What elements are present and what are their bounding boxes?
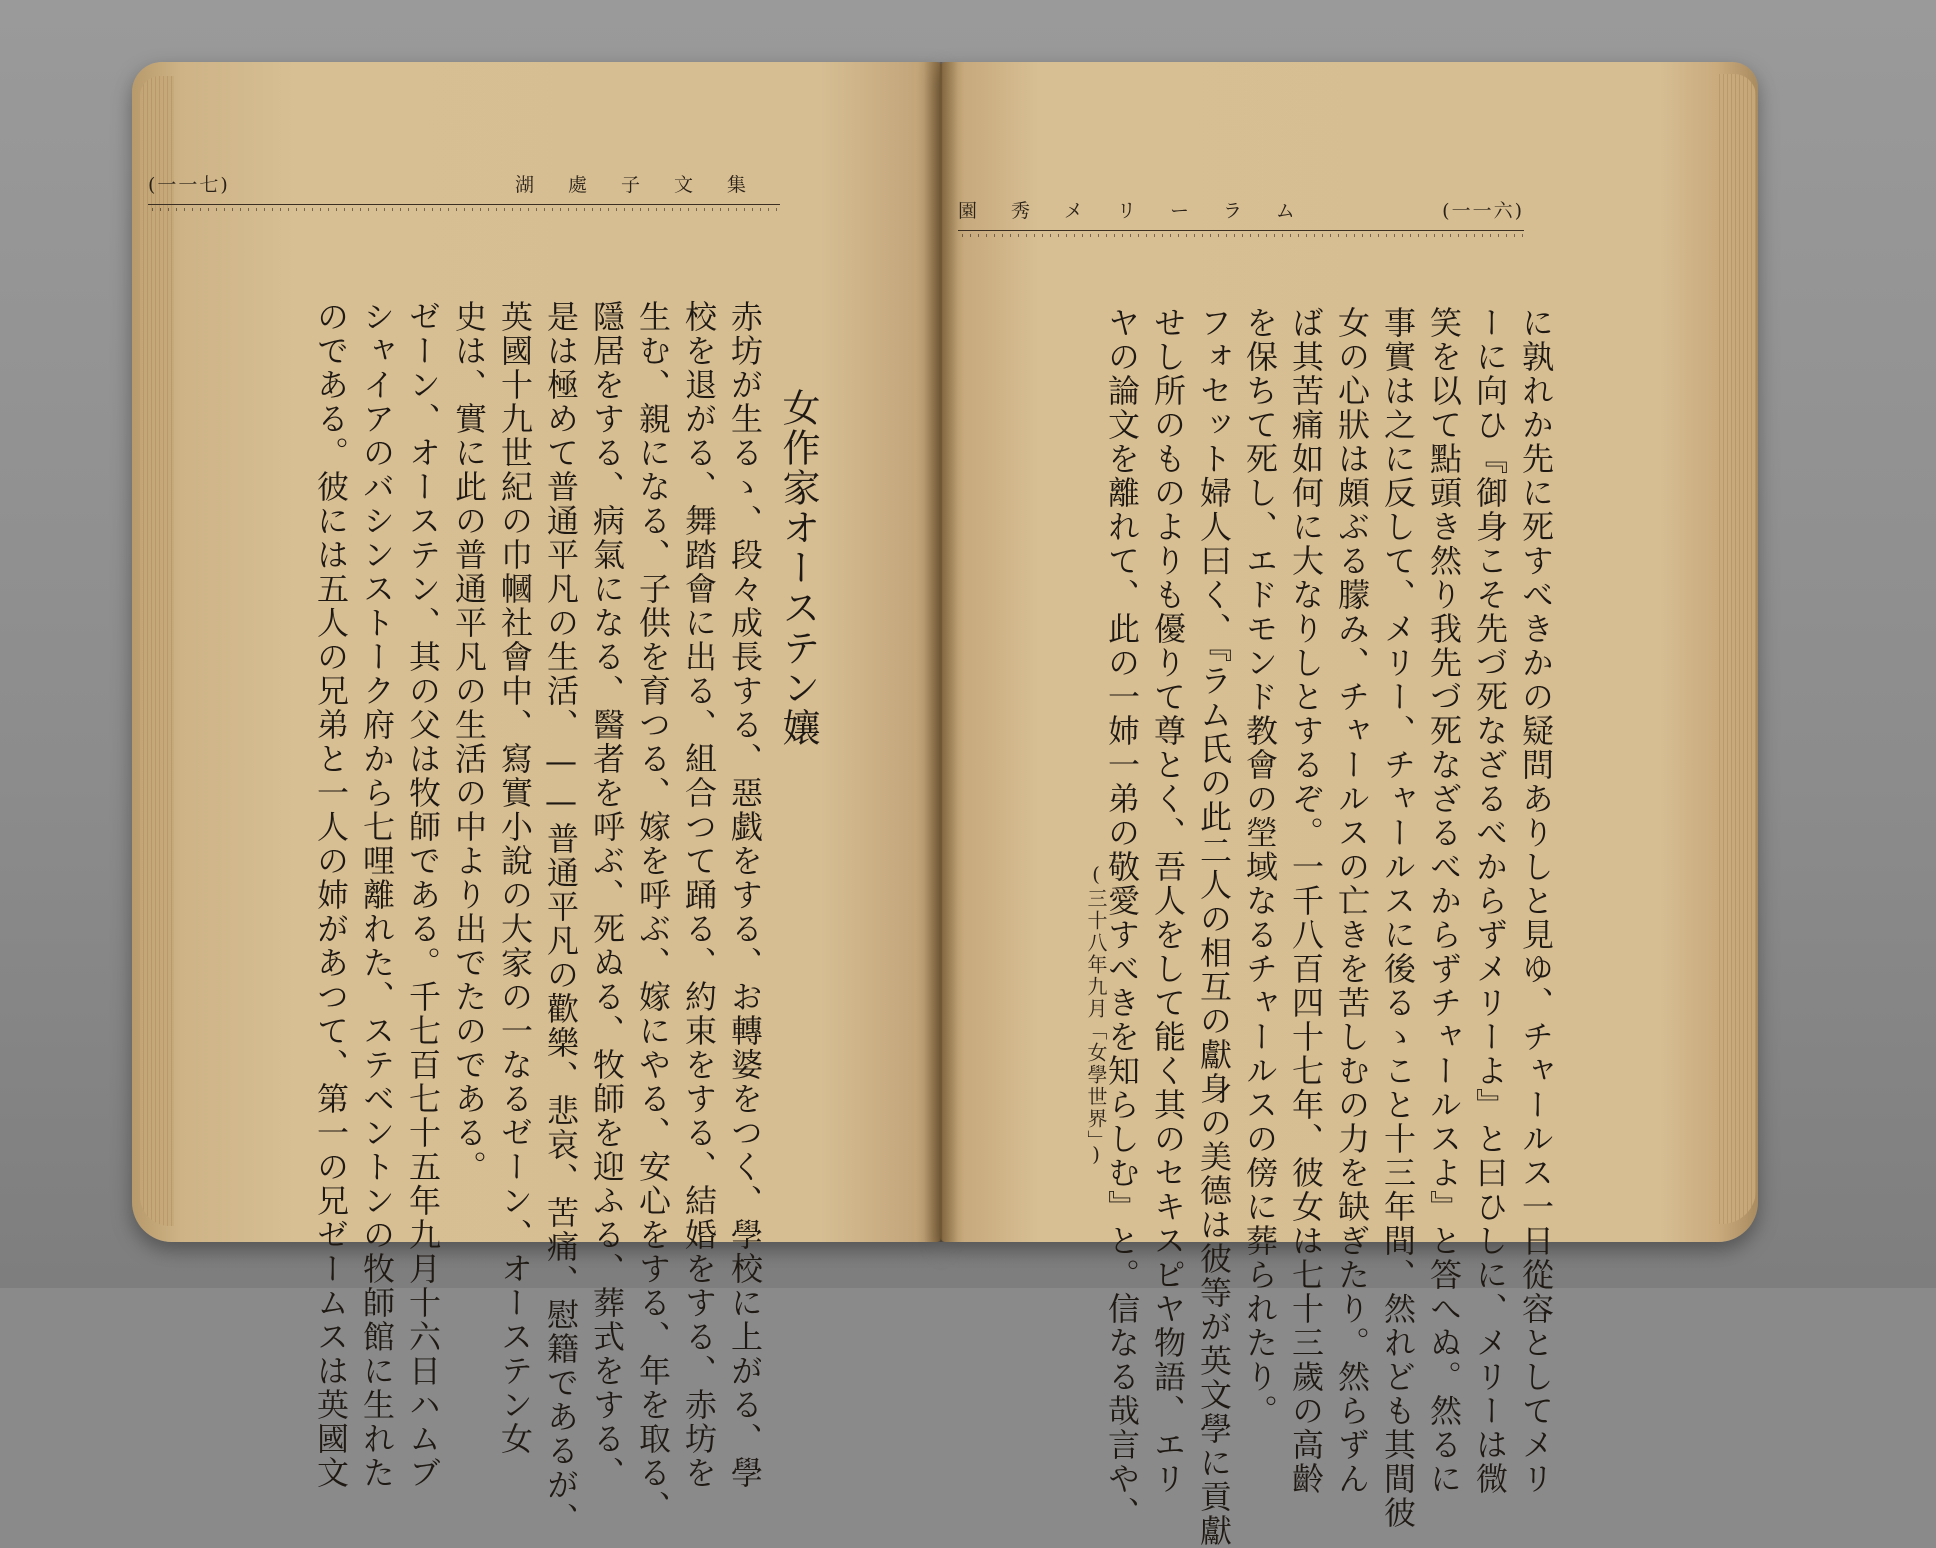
right-page-edges	[1716, 74, 1756, 1224]
right-text-column: ば其苦痛如何に大なりしとするぞ。一千八百四十七年、彼女は七十三歲の高齡	[1287, 306, 1325, 1496]
right-text-column: を保ちて死し、エドモンド教會の塋域なるチャールスの傍に葬られたり。	[1241, 306, 1279, 1428]
source-note: (三十八年九月「女學世界」)	[1084, 862, 1108, 1168]
left-text-column: 生む、親になる、子供を育つる、嫁を呼ぶ、嫁にやる、安心をする、年を取る、	[634, 300, 672, 1524]
left-text-column: 赤坊が生るゝ、段々成長する、惡戯をする、お轉婆をつく、學校に上がる、學	[726, 300, 764, 1490]
right-text-column: ヤの論文を離れて、此の一姉一弟の敬愛すべきを知らしむ』と。信なる哉言や、	[1103, 306, 1141, 1530]
right-text-column: フォセット婦人曰く、『ラム氏の此二人の相互の獻身の美德は彼等が英文學に貢獻	[1195, 306, 1233, 1548]
right-text-column: 事實は之に反して、メリー、チャールスに後るゝこと十三年間、然れども其間彼	[1379, 306, 1417, 1530]
book-gutter	[924, 62, 958, 1242]
right-text-column: せし所のものよりも優りて尊とく、吾人をして能く其のセキスピヤ物語、エリ	[1149, 306, 1187, 1496]
left-text-column: ゼーン、オーステン、其の父は牧師である。千七百七十五年九月十六日ハムブ	[404, 300, 442, 1490]
article-title: 女作家オーステン孃	[776, 388, 820, 748]
left-page-edges	[140, 76, 174, 1226]
right-running-head: 園秀メリーラム	[958, 200, 1329, 222]
left-running-head: 湖處子文集	[514, 174, 780, 196]
right-text-column: 笑を以て點頭き然り我先づ死なざるべからずチャールスよ』と答へぬ。然るに	[1425, 306, 1463, 1496]
left-text-column: 校を退がる、舞踏會に出る、組合つて踊る、約束をする、結婚をする、赤坊を	[680, 300, 718, 1490]
left-text-column: 英國十九世紀の巾幗社會中、寫實小說の大家の一なるゼーン、オーステン女	[496, 300, 534, 1456]
right-text-column: に孰れか先に死すべきかの疑問ありしと見ゆ、チャールス一日從容としてメリ	[1517, 306, 1555, 1496]
left-page-number: (一一七)	[148, 174, 230, 196]
right-page-header	[958, 196, 1524, 223]
left-text-column: 史は、實に此の普通平凡の生活の中より出でたのである。	[450, 300, 488, 1184]
left-text-column: のである。彼には五人の兄弟と一人の姉があつて、第一の兄ゼームスは英國文	[312, 300, 350, 1490]
right-text-column: ーに向ひ『御身こそ先づ死なざるべからずメリーよ』と曰ひしに、メリーは微	[1471, 306, 1509, 1496]
left-text-column: 隱居をする、病氣になる、醫者を呼ぶ、死ぬる、牧師を迎ふる、葬式をする、	[588, 300, 626, 1490]
left-page-header	[148, 170, 780, 197]
right-text-column: 女の心狀は頗ぶる朦み、チャールスの亡きを苦しむの力を缺ぎたり。然らずん	[1333, 306, 1371, 1496]
left-header-rule	[148, 204, 780, 211]
left-page	[132, 62, 942, 1242]
left-text-column: シャイアのバシンストーク府から七哩離れた、ステベントンの牧師館に生れた	[358, 300, 396, 1490]
left-text-column: 是は極めて普通平凡の生活、——普通平凡の歡樂、悲哀、苦痛、慰籍であるが、	[542, 300, 580, 1536]
right-page-number: (一一六)	[1442, 200, 1524, 222]
right-header-rule	[958, 230, 1524, 237]
